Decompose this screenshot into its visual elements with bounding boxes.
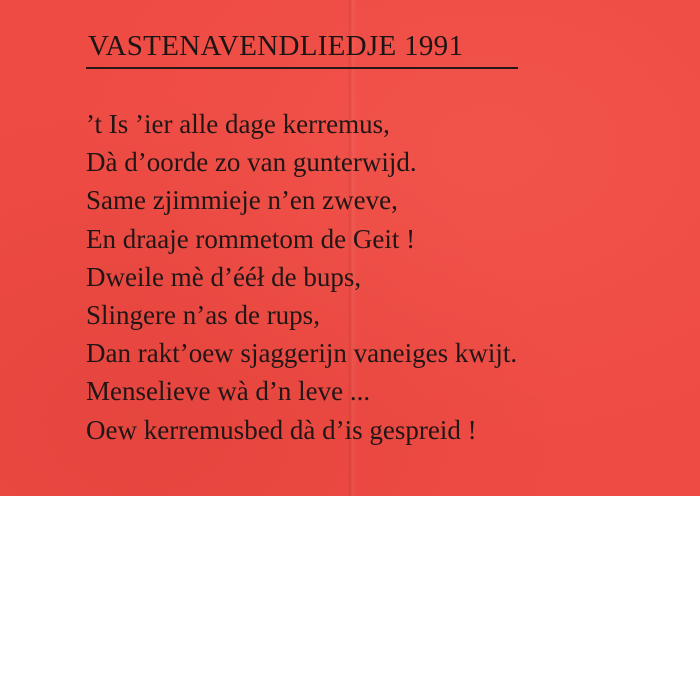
verse-line-2: Dà d’oorde zo van gunterwijd. [86, 147, 417, 178]
verse-line-1: ’t Is ’ier alle dage kerremus, [86, 109, 390, 139]
verse-line-6: Slingere n’as de rups, [86, 300, 320, 331]
verse-line-9: Oew kerremusbed dà d’is gespreid ! [86, 414, 477, 445]
verse-line-7: Dan rakt’oew sjaggerijn vaneiges kwijt. [86, 338, 518, 369]
poem-title: VASTENAVENDLIEDJE 1991 [88, 30, 464, 62]
verse-line-3: Same zjimmieje n’en zweve, [86, 185, 398, 216]
title-underline [86, 67, 518, 69]
verse-line-4: En draaje rommetom de Geit ! [86, 223, 416, 254]
poem-verse [86, 105, 517, 449]
verse-line-8: Menselieve wà d’n leve ... [86, 376, 371, 407]
verse-line-5: Dweile mè d’ééł de bups, [86, 261, 362, 292]
